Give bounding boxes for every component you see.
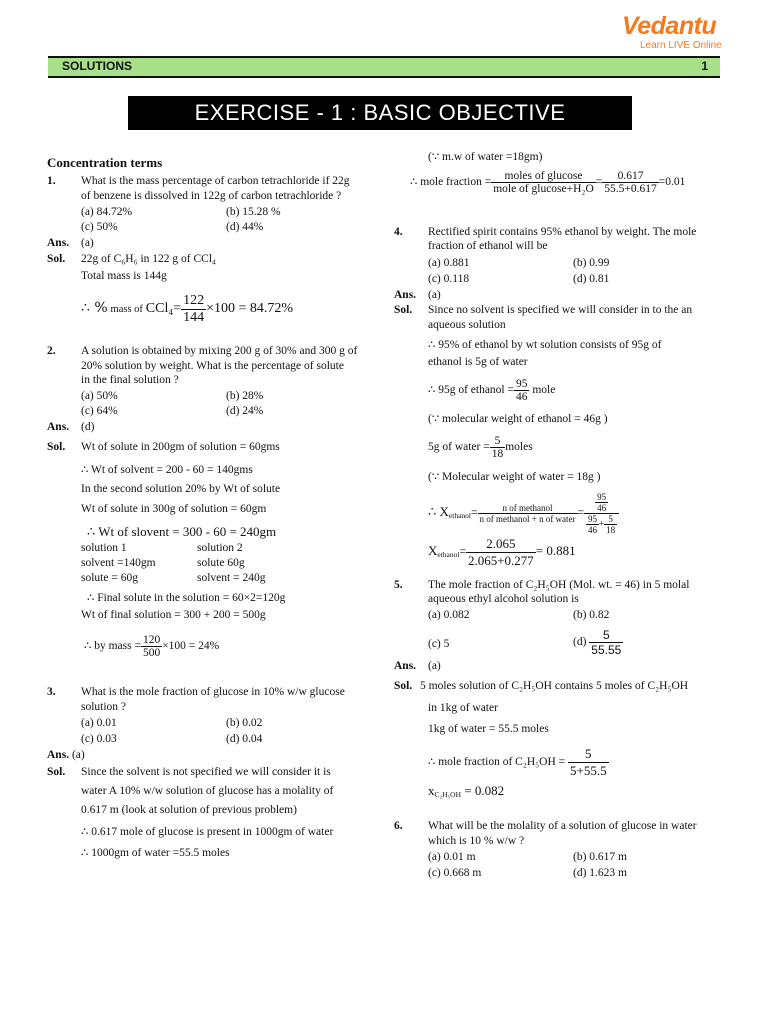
q4-number: 4.: [394, 226, 403, 238]
chapter-header-bar: [48, 56, 720, 78]
q2-table-h2: solution 2: [197, 542, 243, 554]
q4-solution-line2: aqueous solution: [428, 319, 506, 331]
q5-solution-line1: 5 moles solution of C₂H₅OH contains 5 moles of C₂H₅OH: [420, 680, 689, 692]
q2-solution-label: Sol.: [47, 441, 66, 453]
q3-solution-line4: ∴ 0.617 mole of glucose is present in 1000gm of water: [81, 826, 334, 838]
q5-solution-line3: 1kg of water = 55.5 moles: [428, 723, 549, 735]
q6-text-line2: which is 10 % w/w ?: [428, 835, 525, 847]
q1-text-line1: What is the mass percentage of carbon tetrachloride if 22g: [81, 175, 350, 187]
q4-solution-label: Sol.: [394, 304, 413, 316]
q3-solution-line1: Since the solvent is not specified we will consider it is: [81, 766, 331, 778]
q5-solution-label: Sol.: [394, 680, 413, 692]
brand-name: Vedantu: [622, 12, 717, 40]
page-number: 1: [701, 59, 708, 73]
q2-table-r1b: solute 60g: [197, 557, 245, 569]
q4-solution-line3: ∴ 95% of ethanol by wt solution consists of 95g of: [428, 339, 662, 351]
q5-x-result: $x_{C_2H_5OH} = 0.082$: [428, 783, 505, 799]
q5-number: 5.: [394, 579, 403, 591]
q4-text-line2: fraction of ethanol will be: [428, 240, 548, 252]
q1-option-b: (b) 15.28 %: [226, 206, 281, 218]
q2-number: 2.: [47, 345, 56, 357]
q2-table-h1: solution 1: [81, 542, 127, 554]
q2-table-r1a: solvent =140gm: [81, 557, 156, 569]
q5-answer-label: Ans.: [394, 660, 417, 672]
vedantu-logo: [622, 12, 732, 52]
q2-table-r2a: solute = 60g: [81, 572, 138, 584]
q5-text-line2: aqueous ethyl alcohol solution is: [428, 593, 579, 605]
q3-answer-row: Ans. (a): [47, 749, 85, 761]
q3-option-a: (a) 0.01: [81, 717, 117, 729]
q2-option-d: (d) 24%: [226, 405, 264, 417]
chapter-title: SOLUTIONS: [62, 59, 133, 73]
q2-solution-line5: ∴ Wt of slovent = 300 - 60 = 240gm: [87, 524, 277, 539]
q5-option-d: (d) $\frac{5}{55.55}$: [573, 628, 622, 657]
q2-solution-line7: Wt of final solution = 300 + 200 = 500g: [81, 609, 266, 621]
q4-water-moles: 5g of water = $\frac{5}{18}$ moles: [428, 435, 533, 460]
q3-number: 3.: [47, 686, 56, 698]
q4-option-c: (c) 0.118: [428, 273, 470, 285]
q4-text-line1: Rectified spirit contains 95% ethanol by weight. The mole: [428, 226, 697, 238]
q3-solution-line5: ∴ 1000gm of water =55.5 moles: [81, 847, 230, 859]
q2-solution-line2: ∴ Wt of solvent = 200 - 60 = 140gms: [81, 464, 253, 476]
q2-text-line1: A solution is obtained by mixing 200 g of 30% and 300 g of: [81, 345, 358, 357]
q4-option-d: (d) 0.81: [573, 273, 610, 285]
q6-text-line1: What will be the molality of a solution of glucose in water: [428, 820, 697, 832]
q1-number: 1.: [47, 175, 56, 187]
section-heading: Concentration terms: [47, 155, 163, 170]
q3-option-b: (b) 0.02: [226, 717, 263, 729]
q5-solution-line2: in 1kg of water: [428, 702, 498, 714]
q2-option-b: (b) 28%: [226, 390, 264, 402]
q4-solution-line5: (∵ molecular weight of ethanol = 46g ): [428, 413, 608, 425]
q3-text-line1: What is the mole fraction of glucose in 10% w/w glucose: [81, 686, 345, 698]
q5-answer: (a): [428, 660, 441, 672]
q1-solution-line1: 22g of C₆H₆ in 122 g of CCl₄: [81, 253, 217, 265]
brand-tagline: Learn LIVE Online: [640, 40, 722, 51]
q2-solution-line6: ∴ Final solute in the solution = 60×2=120g: [87, 592, 286, 604]
q6-option-d: (d) 1.623 m: [573, 867, 627, 879]
q3-option-d: (d) 0.04: [226, 733, 263, 745]
q2-mass-equation: ∴ by mass = $\frac{120}{500}$ ×100 = 24%: [84, 634, 220, 659]
q5-text-line1: The mole fraction of C₂H₅OH (Mol. wt. = 46) in 5 molal: [428, 579, 690, 591]
q4-solution-line6: (∵ Molecular weight of water = 18g ): [428, 471, 601, 483]
q3-solution-label: Sol.: [47, 766, 66, 778]
q2-answer-label: Ans.: [47, 421, 70, 433]
q4-option-a: (a) 0.881: [428, 257, 470, 269]
q2-solution-line4: Wt of solute in 300g of solution = 60gm: [81, 503, 267, 515]
q4-ethanol-moles: ∴ 95g of ethanol = $\frac{95}{46}$ mole: [428, 378, 556, 403]
exercise-title: EXERCISE - 1 : BASIC OBJECTIVE QUESTIONS: [128, 96, 632, 130]
q5-mole-fraction-equation: ∴ mole fraction of C₂H₅OH = $\frac{5}{5+55.5}$: [428, 746, 607, 778]
q2-solution-line1: Wt of solute in 200gm of solution = 60gms: [81, 441, 280, 453]
q3-solution-line2: water A 10% w/w solution of glucose has a molality of: [81, 785, 334, 797]
q3-option-c: (c) 0.03: [81, 733, 117, 745]
q1-answer: (a): [81, 237, 94, 249]
q2-text-line3: in the final solution ?: [81, 374, 179, 386]
q1-fraction: $\frac{122}{144}$: [183, 293, 205, 325]
q6-option-a: (a) 0.01 m: [428, 851, 476, 863]
q2-table-r2b: solvent = 240g: [197, 572, 266, 584]
q1-answer-label: Ans.: [47, 237, 70, 249]
q2-text-line2: 20% solution by weight. What is the percentage of solute: [81, 360, 344, 372]
q4-answer-label: Ans.: [394, 289, 417, 301]
q4-x-ethanol-equation: ∴ $X_{ethanol}=$ $\frac{\text{n of methanol}}{\text{n of methanol + n of water}}$ = $\frac{95}{46}$ $\frac{95}{46}$ + $\frac{5}{18}$: [428, 492, 619, 535]
q2-answer: (d): [81, 421, 95, 433]
q1-option-a: (a) 84.72%: [81, 206, 133, 218]
q6-option-b: (b) 0.617 m: [573, 851, 627, 863]
q2-option-a: (a) 50%: [81, 390, 118, 402]
q6-number: 6.: [394, 820, 403, 832]
q1-text-line2: of benzene is dissolved in 122g of carbon tetrachloride ?: [81, 190, 342, 202]
q4-solution-line4: ethanol is 5g of water: [428, 356, 528, 368]
q3-mole-fraction-equation: ∴ mole fraction = $\frac{\text{moles of glucose}}{\text{mole of glucose+H₂O}}$ = $\frac{0.617}{55.5+0.617}$ =0.01: [410, 170, 686, 195]
q4-answer: (a): [428, 289, 441, 301]
q1-option-d: (d) 44%: [226, 221, 264, 233]
q2-option-c: (c) 64%: [81, 405, 118, 417]
q5-option-a: (a) 0.082: [428, 609, 470, 621]
q4-option-b: (b) 0.99: [573, 257, 610, 269]
q1-solution-line2: Total mass is 144g: [81, 270, 167, 282]
q5-option-c: (c) 5: [428, 638, 450, 650]
q1-option-c: (c) 50%: [81, 221, 118, 233]
q3-text-line2: solution ?: [81, 701, 127, 713]
q2-solution-line3: In the second solution 20% by Wt of solute: [81, 483, 281, 495]
q4-solution-line1: Since no solvent is specified we will consider in to the an: [428, 304, 693, 316]
q1-solution-label: Sol.: [47, 253, 66, 265]
q3-water-note: (∵ m.w of water =18gm): [428, 151, 543, 163]
q4-x-result-equation: $X_{ethanol}=$ $\frac{2.065}{2.065+0.277}$ = 0.881: [428, 536, 576, 568]
q5-option-b: (b) 0.82: [573, 609, 610, 621]
q6-option-c: (c) 0.668 m: [428, 867, 482, 879]
q3-solution-line3: 0.617 m (look at solution of previous problem): [81, 804, 297, 816]
q1-equation: ∴ % mass of CCl₄= $\frac{122}{144}$ ×100 = 84.72%: [81, 293, 294, 325]
